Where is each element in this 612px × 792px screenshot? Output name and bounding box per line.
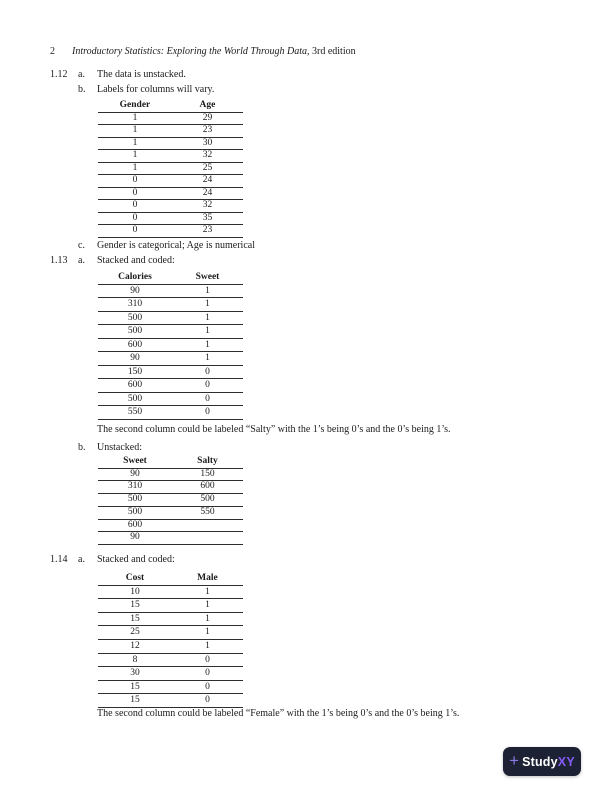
table-cell: 500 <box>98 325 172 339</box>
table-cell: 15 <box>98 680 172 694</box>
table-cell: 0 <box>172 694 243 708</box>
table-cell: 24 <box>172 187 243 200</box>
table-row <box>98 187 243 200</box>
table-cell: 1 <box>172 626 243 640</box>
problem-number: 1.12 <box>50 69 68 80</box>
table-body <box>98 468 243 544</box>
table-row <box>98 137 243 150</box>
running-header <box>50 46 570 57</box>
table-cell <box>172 519 243 532</box>
table-row <box>98 379 243 393</box>
table-cell: 29 <box>172 112 243 125</box>
table-cell: 15 <box>98 599 172 613</box>
plus-icon: + <box>509 751 520 770</box>
table-cell: 1 <box>172 639 243 653</box>
table-cell: 15 <box>98 694 172 708</box>
table-cell: 310 <box>98 298 172 312</box>
table-cell: 0 <box>98 200 172 213</box>
table-cell: 0 <box>172 667 243 681</box>
table-cell: 1 <box>172 338 243 352</box>
table-cell: 90 <box>98 284 172 298</box>
table-header-row <box>98 100 243 112</box>
table-cell: 1 <box>172 612 243 626</box>
table-row <box>98 612 243 626</box>
solution-text: Labels for columns will vary. <box>97 84 215 95</box>
table-row <box>98 532 243 545</box>
table-cell: 25 <box>172 162 243 175</box>
table-cell: 0 <box>98 175 172 188</box>
solution-text: Gender is categorical; Age is numerical <box>97 240 255 251</box>
table-cell: 1 <box>98 125 172 138</box>
table-row <box>98 667 243 681</box>
table-cell: 0 <box>172 406 243 420</box>
table-row <box>98 626 243 640</box>
table-row <box>98 112 243 125</box>
part-letter: c. <box>78 240 85 251</box>
table-cell: 30 <box>98 667 172 681</box>
table-cell: 600 <box>98 519 172 532</box>
table-cell: 25 <box>98 626 172 640</box>
table-header-row <box>98 456 243 468</box>
logo-text-study: Study <box>522 754 558 769</box>
table-header-row <box>98 572 243 585</box>
table-cell: 150 <box>98 365 172 379</box>
table-row <box>98 338 243 352</box>
table-cell: 1 <box>98 162 172 175</box>
table-cell: 500 <box>98 506 172 519</box>
table-cell: 150 <box>172 468 243 481</box>
table-row <box>98 325 243 339</box>
table-row <box>98 200 243 213</box>
table-cell: 12 <box>98 639 172 653</box>
solution-note-1-14-a: The second column could be labeled “Female” with the 1’s being 0’s and the 0’s being 1’s. <box>97 708 460 719</box>
table-cell: 550 <box>98 406 172 420</box>
table-cell: 1 <box>98 137 172 150</box>
table-cell: 24 <box>172 175 243 188</box>
table-cell: 600 <box>98 379 172 393</box>
table-cell: 600 <box>172 481 243 494</box>
table-cell: 90 <box>98 468 172 481</box>
table-cell: 500 <box>98 494 172 507</box>
solution-text: Unstacked: <box>97 442 142 453</box>
table-cell: 30 <box>172 137 243 150</box>
table-header-cell: Sweet <box>172 271 243 284</box>
table-row <box>98 125 243 138</box>
table-row <box>98 392 243 406</box>
table-row <box>98 639 243 653</box>
table-cell: 90 <box>98 352 172 366</box>
table-cell: 600 <box>98 338 172 352</box>
table-header-cell: Calories <box>98 271 172 284</box>
table-row <box>98 365 243 379</box>
table-cell: 23 <box>172 125 243 138</box>
calories-sweet-table <box>98 271 243 420</box>
table-row <box>98 468 243 481</box>
table-row <box>98 352 243 366</box>
table-cell: 35 <box>172 212 243 225</box>
solution-text: Stacked and coded: <box>97 255 175 266</box>
edition-suffix: , 3rd edition <box>307 46 356 57</box>
table-row <box>98 585 243 599</box>
table-header-cell: Male <box>172 572 243 585</box>
table-cell: 90 <box>98 532 172 545</box>
table-cell: 500 <box>172 494 243 507</box>
table-cell: 500 <box>98 392 172 406</box>
table-header-cell: Sweet <box>98 456 172 468</box>
table-row <box>98 653 243 667</box>
table-cell: 1 <box>172 599 243 613</box>
table-cell: 0 <box>172 379 243 393</box>
gender-age-table <box>98 100 243 238</box>
book-title: Introductory Statistics: Exploring the World Through Data <box>72 46 307 57</box>
part-letter: b. <box>78 442 86 453</box>
problem-number: 1.13 <box>50 255 68 266</box>
table-row <box>98 406 243 420</box>
table-header-cell: Gender <box>98 100 172 112</box>
studyxy-logo-badge <box>503 747 581 776</box>
table-cell: 0 <box>98 225 172 238</box>
table-cell: 8 <box>98 653 172 667</box>
table-cell: 32 <box>172 150 243 163</box>
table-row <box>98 694 243 708</box>
table-cell: 1 <box>172 325 243 339</box>
table-cell: 0 <box>172 365 243 379</box>
table-cell: 550 <box>172 506 243 519</box>
table-body <box>98 284 243 419</box>
table-header-row <box>98 271 243 284</box>
table-row <box>98 162 243 175</box>
sweet-salty-table <box>98 456 243 545</box>
table-cell: 1 <box>172 352 243 366</box>
table-row <box>98 680 243 694</box>
part-letter: b. <box>78 84 86 95</box>
table-row <box>98 494 243 507</box>
problem-number: 1.14 <box>50 554 68 565</box>
table-row <box>98 150 243 163</box>
table-cell: 15 <box>98 612 172 626</box>
table-body <box>98 585 243 707</box>
table-body <box>98 112 243 237</box>
table-cell: 1 <box>172 284 243 298</box>
table-row <box>98 311 243 325</box>
table-cell: 0 <box>172 392 243 406</box>
table-header-cell: Salty <box>172 456 243 468</box>
table-cell: 1 <box>172 585 243 599</box>
part-letter: a. <box>78 69 85 80</box>
table-row <box>98 284 243 298</box>
logo-text-xy: XY <box>557 754 575 769</box>
table-cell: 1 <box>98 150 172 163</box>
logo-wordmark <box>522 755 575 769</box>
table-row <box>98 225 243 238</box>
cost-male-table <box>98 572 243 708</box>
table-header-cell: Cost <box>98 572 172 585</box>
table-cell: 10 <box>98 585 172 599</box>
table-cell: 23 <box>172 225 243 238</box>
table-cell: 1 <box>172 298 243 312</box>
table-cell: 500 <box>98 311 172 325</box>
solution-text: Stacked and coded: <box>97 554 175 565</box>
solution-text: The data is unstacked. <box>97 69 186 80</box>
table-row <box>98 175 243 188</box>
table-cell: 310 <box>98 481 172 494</box>
table-header-cell: Age <box>172 100 243 112</box>
table-row <box>98 298 243 312</box>
table-cell: 0 <box>98 187 172 200</box>
table-row <box>98 506 243 519</box>
table-row <box>98 212 243 225</box>
table-cell: 0 <box>172 653 243 667</box>
page-number: 2 <box>50 46 55 57</box>
part-letter: a. <box>78 255 85 266</box>
table-cell: 1 <box>98 112 172 125</box>
table-cell: 0 <box>98 212 172 225</box>
part-letter: a. <box>78 554 85 565</box>
table-cell: 0 <box>172 680 243 694</box>
table-cell: 32 <box>172 200 243 213</box>
table-cell <box>172 532 243 545</box>
table-row <box>98 481 243 494</box>
table-row <box>98 519 243 532</box>
solution-note-1-13-a: The second column could be labeled “Salty” with the 1’s being 0’s and the 0’s being 1’s. <box>97 424 451 435</box>
table-cell: 1 <box>172 311 243 325</box>
table-row <box>98 599 243 613</box>
